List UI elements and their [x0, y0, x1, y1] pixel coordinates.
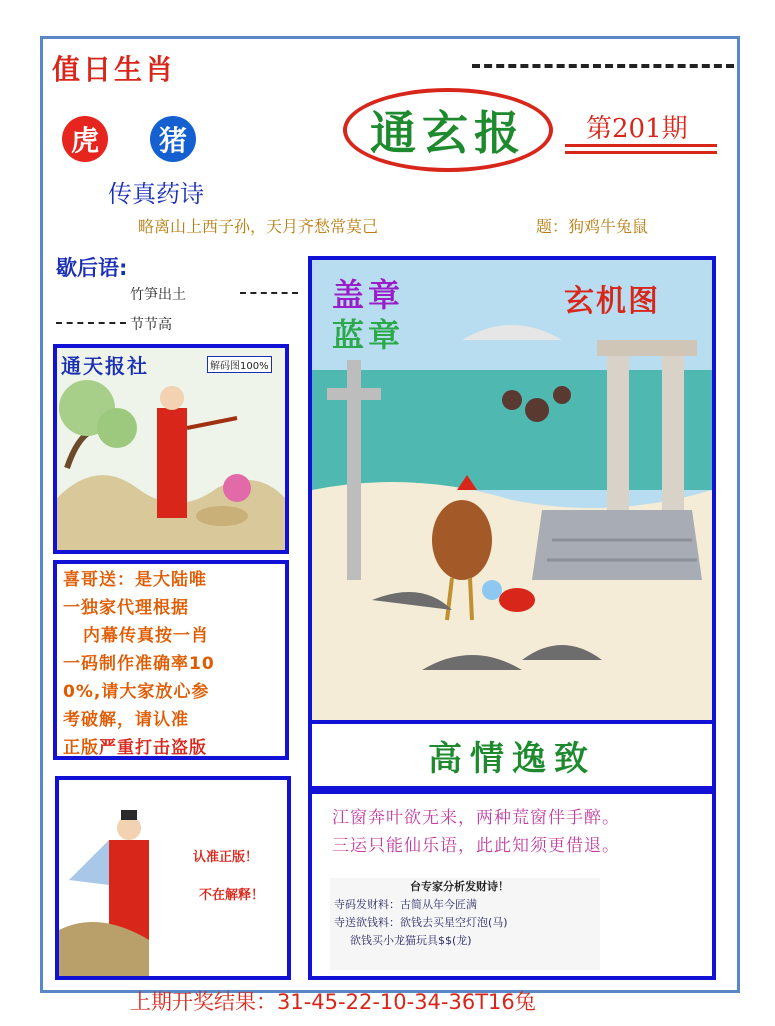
notice-panel — [53, 560, 289, 760]
portrait-note-1: 认准正版！ — [193, 850, 259, 865]
verse-line-2: 三运只能仙乐语，此此知须更借退。 — [332, 836, 620, 856]
saying-line-2: 节节高 — [130, 317, 172, 333]
verse-line-1: 江窗奔叶欲无来，两种荒窗伴手醉。 — [332, 808, 620, 828]
notice-line-7 — [63, 734, 285, 762]
fax-poem-title: 传真药诗 — [108, 180, 204, 208]
zodiac-label: 值日生肖 — [52, 53, 177, 86]
issue-number: 第201期 — [586, 114, 688, 144]
tips-line-3: 欲钱买小龙猫玩具$$(龙) — [350, 934, 472, 947]
paper-name: 通玄报 — [370, 106, 526, 160]
tiantian-title: 通天报社 — [61, 354, 149, 378]
poem-line: 略离山上西子孙，天月齐愁常莫己 — [138, 217, 379, 236]
notice-line-3: 内幕传真按一肖 — [83, 626, 209, 646]
notice-line-4: 一码制作准确率10 — [63, 654, 215, 674]
zodiac-tiger-badge: 虎 — [62, 116, 108, 162]
stamp-text-2: 蓝章 — [332, 316, 405, 354]
notice-line-5: 0%,请大家放心参 — [63, 682, 210, 702]
stamp-text-1: 盖章 — [332, 276, 405, 314]
tips-title: 台专家分析发财诗！ — [410, 880, 509, 893]
notice-line-6: 考破解，请认准 — [63, 710, 189, 730]
saying-title: 歇后语: — [56, 256, 128, 280]
tips-line-2: 寺送欲钱料：欲钱去买星空灯泡(马) — [334, 916, 508, 929]
tiantian-panel — [53, 344, 289, 554]
saying-line-1: 竹笋出土 — [130, 287, 186, 303]
issue-underline — [565, 144, 717, 154]
tiantian-badge: 解码图100% — [207, 356, 272, 373]
header-dash-line — [472, 64, 734, 68]
portrait-note-2: 不在解释！ — [199, 888, 265, 903]
main-picture-panel — [308, 256, 716, 724]
saying-dash-1 — [240, 292, 298, 294]
last-draw-result: 上期开奖结果：31-45-22-10-34-36T16兔 — [130, 990, 536, 1014]
small-portrait-panel — [55, 776, 291, 980]
motto-text: 高情逸致 — [428, 738, 596, 779]
motto-panel — [308, 720, 716, 790]
paper-name-oval — [343, 88, 553, 172]
riddle-line: 题：狗鸡牛兔鼠 — [536, 217, 649, 236]
main-panel-title: 玄机图 — [564, 284, 660, 319]
notice-antipiracy: 严重打击盗版 — [99, 738, 207, 758]
tips-line-1: 寺码发财料：古简从年今匠满 — [334, 898, 477, 911]
notice-line-2: 一独家代理根据 — [63, 598, 189, 618]
notice-line-1: 喜哥送：是大陆唯 — [63, 570, 207, 590]
notice-genuine: 正版 — [63, 738, 99, 758]
verse-panel — [308, 790, 716, 980]
zodiac-pig-badge: 猪 — [150, 116, 196, 162]
tips-box — [330, 878, 600, 970]
saying-dash-2 — [56, 322, 126, 324]
portrait-illustration — [59, 780, 287, 976]
